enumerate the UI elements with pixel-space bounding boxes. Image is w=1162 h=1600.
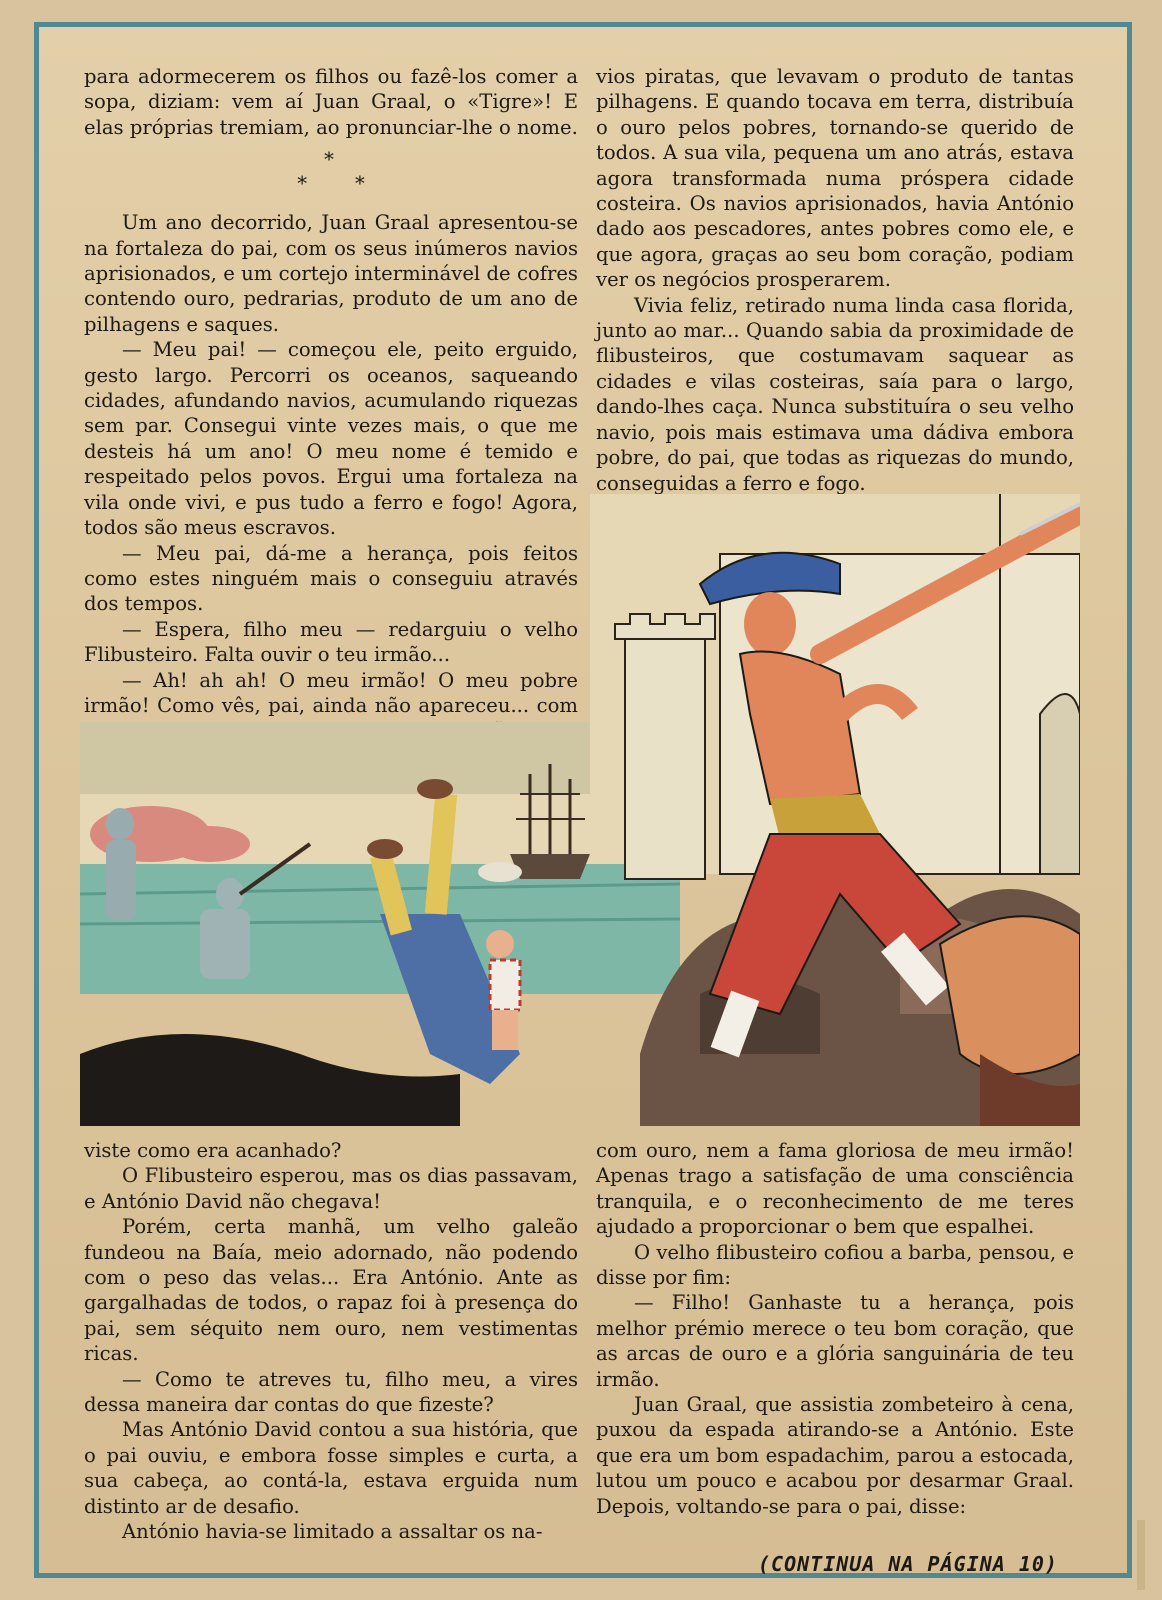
paragraph: para adormecerem os filhos ou fazê-los comer a sopa, diziam: vem aí Juan Graal, o «Tigre»! E elas próprias tremiam, ao pronunciar-lhe o nome. <box>84 65 578 139</box>
paragraph: O velho flibusteiro cofiou a barba, pensou, e disse por fim: <box>596 1240 1074 1290</box>
comic-illustration <box>80 494 1080 1126</box>
paragraph: — Ah! ah ah! O meu irmão! O meu pobre irmão! Como vês, pai, ainda não apareceu... com <box>84 668 578 717</box>
section-separator: * ** <box>297 148 413 196</box>
paragraph: — Como te atreves tu, filho meu, a vires dessa maneira dar contas do que fizeste? <box>84 1367 578 1417</box>
paragraph: vios piratas, que levavam o produto de tantas pilhagens. E quando tocava em terra, distribuía o ouro pelos pobres, tornando-se querido de todos. A sua vila, pequena um ano atrás, estava agora transformada numa próspera cidade costeira. Os navios aprisionados, havia António dado aos pescadores, antes pobres como ele, e que agora, graças ao seu bom coração, podiam ver os negócios prosperarem. <box>596 65 1074 292</box>
text-column-left-bottom <box>84 1138 578 1545</box>
paragraph: Porém, certa manhã, um velho galeão fundeou na Baía, meio adornado, não podendo com o peso das velas... Era António. Ante as gargalhadas de todos, o rapaz foi à presença do pai, sem séquito nem ouro, nem vestimentas ricas. <box>84 1215 578 1366</box>
text-column-right-top <box>596 64 1074 547</box>
paragraph: com ouro, nem a fama gloriosa de meu irmão! Apenas trago a satisfação de uma consciência tranquila, e o reconhecimento de me teres ajudado a proporcionar o bem que espalhei. <box>596 1139 1074 1239</box>
paragraph: — Espera, filho meu — redarguiu o velho Flibusteiro. Falta ouvir o teu irmão... <box>84 617 578 667</box>
continued-on-page-note: (CONTINUA NA PÁGINA 10) <box>758 1552 1058 1576</box>
paragraph: viste como era acanhado? <box>84 1139 342 1162</box>
paragraph: O Flibusteiro esperou, mas os dias passavam, e António David não chegava! <box>84 1164 578 1213</box>
paragraph: — Filho! Ganhaste tu a herança, pois melhor prémio merece o teu bom coração, que as arcas de ouro e a glória sanguinária de teu irmão. <box>596 1291 1074 1391</box>
paragraph: Mas António David contou a sua história, que o pai ouviu, e embora fosse simples e curta, a sua cabeça, ao contá-la, estava erguida num distinto ar de desafio. <box>84 1418 578 1518</box>
paragraph: — Meu pai! — começou ele, peito erguido, gesto largo. Percorri os oceanos, saqueando cidades, afundando navios, acumulando riquezas sem par. Consegui vinte vezes mais, o que me desteis há um ano! O meu nome é temido e respeitado pelos povos. Ergui uma fortaleza na vila onde vivi, e pus tudo a ferro e fogo! Agora, todos são meus escravos. <box>84 338 578 540</box>
paragraph: — Meu pai, dá-me a herança, pois feitos como estes ninguém mais o conseguiu através dos tempos. <box>84 541 578 616</box>
page-fold <box>1137 1520 1145 1590</box>
text-column-right-bottom <box>596 1138 1074 1519</box>
pirate-fight-illustration <box>80 494 1080 1126</box>
paragraph: Vivia feliz, retirado numa linda casa florida, junto ao mar... Quando sabia da proximidade de flibusteiros, que costumavam saquear as cidades e vilas costeiras, saía para o largo, dando-lhes caça. Nunca substituíra o seu velho navio, pois mais estimava uma dádiva embora pobre, do pai, que todas as riquezas do mundo, conseguidas a ferro e fogo. <box>596 293 1074 495</box>
paragraph: Juan Graal, que assistia zombeteiro à cena, puxou da espada atirando-se a António. Este que era um bom espadachim, parou a estocada, lutou um pouco e acabou por desarmar Graal. Depois, voltando-se para o pai, disse: <box>596 1393 1074 1518</box>
paragraph: António havia-se limitado a assaltar os na- <box>122 1520 543 1544</box>
paragraph: Um ano decorrido, Juan Graal apresentou-se na fortaleza do pai, com os seus inúmeros navios aprisionados, e um cortejo interminável de cofres contendo ouro, pedrarias, produto de um ano de pilhagens e saques. <box>84 211 578 336</box>
